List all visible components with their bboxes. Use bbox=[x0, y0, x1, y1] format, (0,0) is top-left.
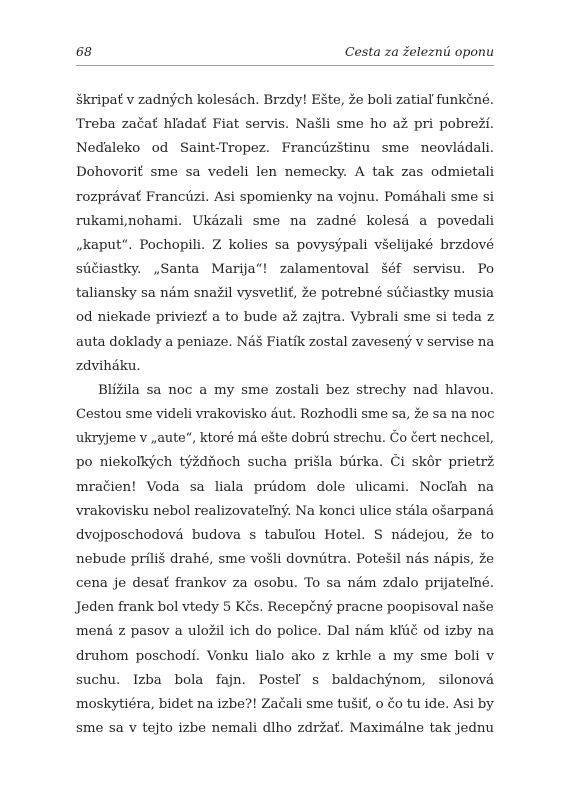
text-line: nebude príliš drahé, sme vošli dovnútra. Potešil nás nápis, že bbox=[76, 551, 494, 567]
text-line: rukami,nohami. Ukázali sme na zadné kolesá a povedali bbox=[76, 213, 494, 229]
text-line: moskytiéra, bidet na izbe?! Začali sme tušiť, o čo tu ide. Asi by bbox=[76, 696, 494, 712]
text-line: cena je desať frankov za osobu. To sa nám zdalo prijateľné. bbox=[76, 576, 494, 592]
text-line: ukryjeme v „aute“, ktoré má ešte dobrú strechu. Čo čert nechcel, bbox=[76, 431, 494, 447]
text-line: „kaput“. Pochopili. Z kolies sa povysýpali všelijaké brzdové bbox=[76, 237, 494, 253]
text-line: Neďaleko od Saint-Tropez. Francúzštinu sme neovládali. bbox=[76, 141, 494, 157]
text-line: rozprávať Francúzi. Asi spomienky na vojnu. Pomáhali sme si bbox=[76, 189, 494, 205]
page-header bbox=[76, 44, 494, 64]
text-line: po niekoľkých týždňoch sucha prišla búrka. Či skôr prietrž bbox=[76, 455, 494, 471]
body-text bbox=[76, 89, 494, 741]
text-line: taliansky sa nám snažil vysvetliť, že potrebné súčiastky musia bbox=[76, 286, 494, 302]
text-line: súčiastky. „Santa Marija“! zalamentoval šéf servisu. Po bbox=[76, 262, 494, 278]
text-line: mená z pasov a uložil ich do police. Dal nám kľúč od izby na bbox=[76, 624, 494, 640]
text-line: dvojposchodová budova s tabuľou Hotel. S nádejou, že to bbox=[76, 527, 494, 543]
text-line: Blížila sa noc a my sme zostali bez strechy nad hlavou. bbox=[98, 382, 494, 398]
text-line: suchu. Izba bola fajn. Posteľ s baldachýnom, silonová bbox=[76, 672, 494, 688]
text-line: mračien! Voda sa liala prúdom dole ulicami. Nocľah na bbox=[76, 479, 494, 495]
text-line: zdviháku. bbox=[76, 358, 141, 374]
text-line: škripať v zadných kolesách. Brzdy! Ešte, že boli zatiaľ funkčné. bbox=[76, 93, 494, 108]
text-line: Jeden frank bol vtedy 5 Kčs. Recepčný pracne poopisoval naše bbox=[76, 600, 494, 616]
text-line: Dohovoriť sme sa vedeli len nemecky. A tak zas odmietali bbox=[76, 165, 494, 181]
text-line: auta doklady a peniaze. Náš Fiatík zostal zavesený v servise na bbox=[76, 334, 495, 350]
text-line: druhom poschodí. Vonku lialo ako z krhle a my sme boli v bbox=[76, 648, 494, 664]
text-line: sme sa v tejto izbe nemali dlho zdržať. Maximálne tak jednu bbox=[76, 721, 494, 737]
running-title: Cesta za železnú oponu bbox=[344, 44, 494, 59]
header-rule bbox=[76, 65, 494, 66]
paragraph-1 bbox=[76, 89, 494, 379]
text-line: Treba začať hľadať Fiat servis. Našli sme ho až pri pobreží. bbox=[76, 117, 494, 133]
text-line: vrakovisku nebol realizovateľný. Na konci ulice stála ošarpaná bbox=[76, 503, 494, 519]
page-number: 68 bbox=[76, 44, 92, 59]
text-line: od niekade priviezť a to bude až zajtra. Vybrali sme si teda z bbox=[76, 310, 494, 326]
paragraph-2 bbox=[76, 379, 494, 741]
text-line: Cestou sme videli vrakovisko áut. Rozhodli sme sa, že sa na noc bbox=[76, 407, 495, 423]
